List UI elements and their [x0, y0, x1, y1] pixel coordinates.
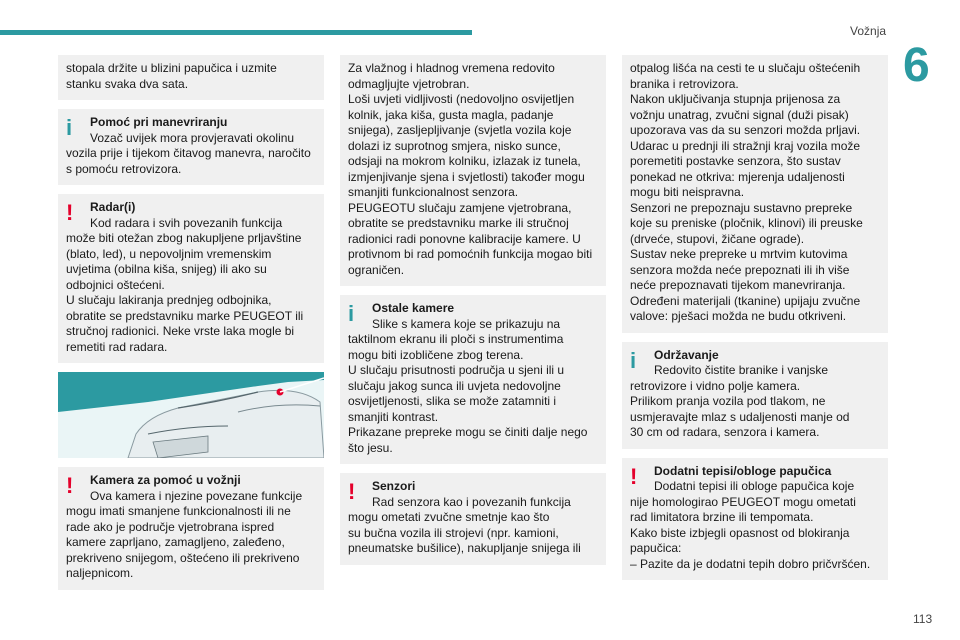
column-2 — [340, 55, 606, 574]
car-front-icon — [58, 372, 324, 458]
page-number: 113 — [913, 612, 933, 626]
box-text: otpalog lišća na cesti te u slučaju oštećenih branika i retrovizora. Nakon uključivanja stupnja prijenosa za vožnju unatrag, zvučni signal (duži pisak) upozorava vas da su senzori možda prljavi. Udarac u prednji ili stražnji kraj vozila može poremetiti postavke senzora, što sustav ponekad ne otkriva: mjerenja udaljenosti mogu biti neispravna. Senzori ne prepoznaju sustavno prepreke koje su preniske (pločnik, klinovi) ili preuske (drveće, stupovi, žičane ograde). Sustav neke prepreke u mrtvim kutovima senzora možda neće prepoznati ili ih više neće prepoznavati tijekom manevriranja. Određeni materijali (tkanine) upijaju zvučne valove: pješaci možda ne budu otkriveni. — [630, 61, 863, 323]
box-text: stopala držite u blizini papučica i uzmite stanku svaka dva sata. — [66, 61, 277, 91]
warning-box-floor-mats — [622, 458, 888, 581]
info-icon: i — [66, 115, 73, 140]
box-heading: Kamera za pomoć u vožnji — [90, 473, 241, 487]
box-first-line: Vozač uvijek mora provjeravati okolinu — [90, 130, 295, 145]
box-text: može biti otežan zbog nakupljene prljavštine (blato, led), u nepovoljnim vremenskim uvjetima (obilna kiša, snijeg) ili ako su odbojnici oštećeni. U slučaju lakiranja prednjeg odbojnika, obratite se predstavniku marke PEUGEOT ili stručnoj radionici. Neke vrste laka mogle bi remetiti rad radara. — [66, 231, 304, 354]
warning-box-radar — [58, 194, 324, 363]
info-box-continued — [58, 55, 324, 100]
chapter-number: 6 — [903, 39, 930, 92]
box-heading: Dodatni tepisi/obloge papučica — [654, 463, 832, 478]
box-text: vozila prije i tijekom čitavog manevra, naročito s pomoću retrovizora. — [66, 146, 311, 176]
info-icon: i — [348, 301, 355, 326]
warning-icon: ! — [66, 473, 74, 498]
box-heading: Radar(i) — [90, 200, 136, 214]
box-first-line: Ova kamera i njezine povezane funkcije — [90, 488, 303, 503]
box-heading: Senzori — [372, 479, 416, 493]
box-text: nije homologirao PEUGEOT mogu ometati rad limitatora brzine ili tempomata. Kako biste izbjegli opasnost od blokiranja papučica: – Pazite da je dodatni tepih dobro pričvršćen. — [630, 494, 871, 571]
column-1 — [58, 55, 324, 599]
box-text: Za vlažnog i hladnog vremena redovito odmagljujte vjetrobran. Loši uvjeti vidljivosti (nedovoljno osvijetljen kolnik, jaka kiša, gusta magla, padanje snijega), zasljepljivanje (svjetla vozila koje dolazi iz suprotnog smjera, nisko sunce, odsjaji na mokrom kolniku, izlazak iz tunela, izmjenjivanje sjena i svjetlosti) također mogu smanjiti funkcionalnost senzora. PEUGEOTU slučaju zamjene vjetrobrana, obratite se predstavniku marke ili stručnoj radionici radi ponovne kalibracije kamere. U protivnom bi rad pomoćnih funkcija mogao biti ograničen. — [348, 61, 593, 277]
info-box-parking-assist — [58, 109, 324, 185]
info-box-maintenance — [622, 342, 888, 449]
info-icon: i — [630, 347, 637, 373]
box-first-line: Rad senzora kao i povezanih funkcija — [372, 494, 571, 509]
info-box-other-cameras — [340, 295, 606, 464]
box-first-line: Redovito čistite branike i vanjske — [654, 363, 829, 377]
warning-icon: ! — [348, 479, 356, 504]
warning-icon: ! — [66, 200, 74, 225]
box-heading: Pomoć pri manevriranju — [90, 115, 228, 129]
warning-box-camera — [58, 467, 324, 590]
box-first-line: Dodatni tepisi ili obloge papučica koje — [654, 479, 855, 493]
box-first-line: Kod radara i svih povezanih funkcija — [90, 215, 283, 230]
car-camera-illustration — [58, 372, 324, 458]
section-title: Vožnja — [850, 24, 887, 38]
box-heading: Ostale kamere — [372, 301, 455, 315]
warning-box-sensors-continued — [622, 55, 888, 333]
box-heading: Održavanje — [654, 347, 719, 362]
box-first-line: Slike s kamera koje se prikazuju na — [372, 316, 561, 331]
box-text: retrovizore i vidno polje kamera. Prilikom pranja vozila pod tlakom, ne usmjeravajte mlaz s udaljenosti manje od 30 cm od radara, senzora i kamera. — [630, 378, 850, 439]
warning-box-sensors — [340, 473, 606, 565]
column-3 — [622, 55, 888, 589]
warning-icon: ! — [630, 463, 638, 489]
box-text: mogu ometati zvučne smetnje kao što su bučna vozila ili strojevi (npr. kamioni, pneumatske bušilice), nakupljanje snijega ili — [348, 510, 581, 555]
box-text: taktilnom ekranu ili ploči s instrumentima mogu biti izobličene zbog terena. U slučaju prisutnosti područja u sjeni ili u slučaju jakog sunca ili uvjeta nedovoljne osvijetljenosti, slika se može zatamniti i smanjiti kontrast. Prikazane prepreke mogu se činiti dalje nego što jesu. — [348, 332, 588, 455]
header-accent-bar — [0, 30, 472, 35]
info-box-weather — [340, 55, 606, 286]
box-text: mogu imati smanjene funkcionalnosti ili ne rade ako je područje vjetrobrana ispred kamere zaprljano, zamagljeno, zaleđeno, prekriveno snijegom, oštećeno ili prekriveno naljepnicom. — [66, 504, 300, 580]
